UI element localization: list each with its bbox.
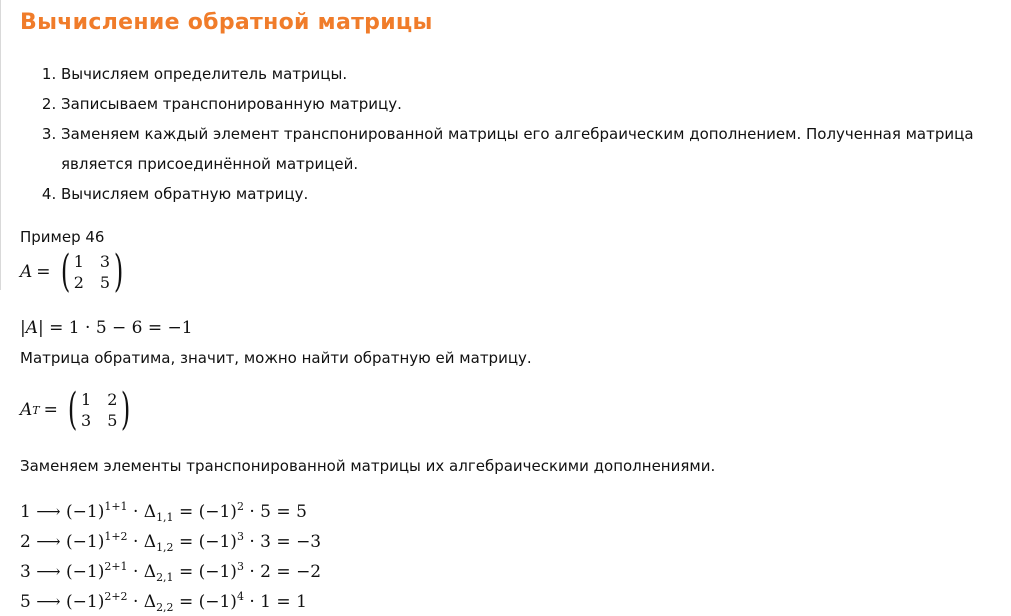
matrix-cell: 5 <box>99 272 111 292</box>
example-label: Пример 46 <box>20 228 105 246</box>
cofactor-intro: Заменяем элементы транспонированной матрицы их алгебраическими дополнениями. <box>20 457 716 475</box>
matrix-cell: 5 <box>107 410 118 430</box>
matrix-at-name: A <box>20 400 33 420</box>
page-title: Вычисление обратной матрицы <box>20 10 433 35</box>
determinant-line <box>20 318 193 338</box>
cofactor-line: 5 ⟶ $(-1)^{2+2} \cdot \Delta_{2,2} = (-1)^4 \cdot 1 = 1$ <box>20 590 307 614</box>
matrix-cell: 2 <box>73 272 84 292</box>
matrix-cell: 2 <box>107 389 118 409</box>
cofactor-line: 1 ⟶ $(-1)^{1+1} \cdot \Delta_{1,1} = (-1)^2 \cdot 5 = 5$ <box>20 500 307 524</box>
determinant-rhs: = 1 · 5 − 6 = −1 <box>49 318 193 338</box>
step-item: 4. Вычисляем обратную матрицу. <box>61 179 1001 209</box>
matrix-cell: 1 <box>73 251 84 271</box>
step-item: 3. Заменяем каждый элемент транспонированной матрицы его алгебраическим дополнением. Полученная матрица является присоединённой матрицей. <box>61 119 1001 179</box>
matrix-cell: 3 <box>99 251 111 271</box>
steps-list <box>38 59 1001 209</box>
matrix-a: A = ( 1 3 2 5 ) <box>20 246 124 297</box>
left-border-line <box>0 0 1 290</box>
matrix-cell: 1 <box>81 389 92 409</box>
step-item: 1. Вычисляем определитель матрицы. <box>61 59 1001 89</box>
determinant-lhs: |A| <box>20 318 44 338</box>
matrix-a-name: A <box>20 262 33 282</box>
step-item: 2. Записываем транспонированную матрицу. <box>61 89 1001 119</box>
cofactor-line: 3 ⟶ $(-1)^{2+1} \cdot \Delta_{2,1} = (-1)^3 \cdot 2 = -2$ <box>20 560 322 584</box>
cofactor-line: 2 ⟶ $(-1)^{1+2} \cdot \Delta_{1,2} = (-1)^3 \cdot 3 = -3$ <box>20 530 322 554</box>
transpose-sup: T <box>32 403 40 417</box>
matrix-at: A T = ( 1 2 3 5 ) <box>20 384 131 435</box>
matrix-cell: 3 <box>81 410 92 430</box>
invertible-text: Матрица обратима, значит, можно найти обратную ей матрицу. <box>20 349 532 367</box>
